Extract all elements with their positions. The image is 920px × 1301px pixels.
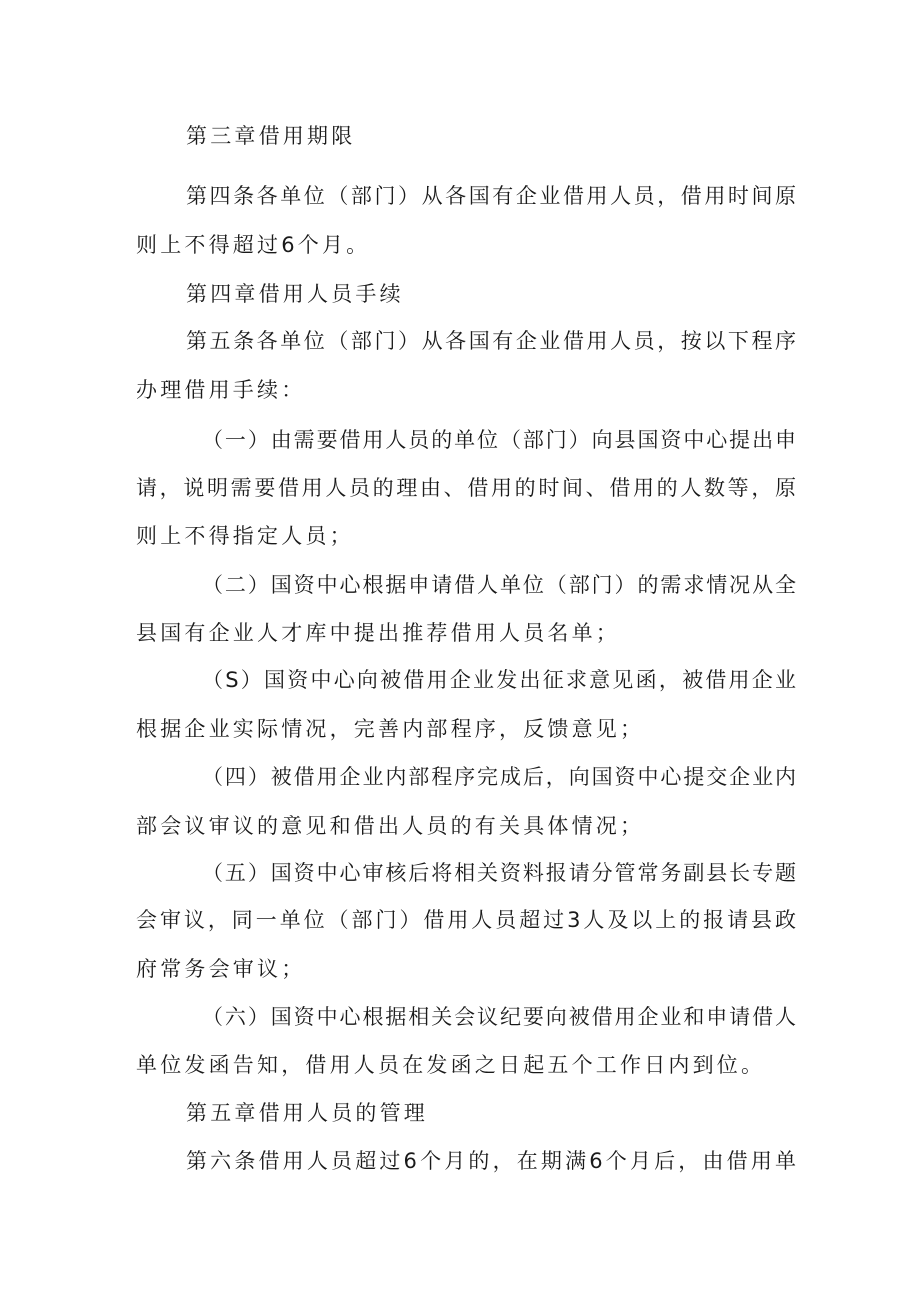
article-6-line-1: 第六条借用人员超过6个月的，在期满6个月后，由借用单	[186, 1149, 796, 1173]
article-4-line-2: 则上不得超过6个月。	[136, 233, 371, 257]
item-2-line-2: 县国有企业人才库中提出推荐借用人员名单；	[136, 621, 620, 645]
item-4-line-2: 部会议审议的意见和借出人员的有关具体情况；	[136, 814, 645, 838]
item-6-line-2: 单位发函告知，借用人员在发函之日起五个工作日内到位。	[136, 1053, 766, 1077]
article-5-line-2: 办理借用手续：	[136, 378, 306, 402]
item-3-line-1: （S）国资中心向被借用企业发出征求意见函，被借用企业	[202, 668, 796, 692]
item-5-line-1: （五）国资中心审核后将相关资料报请分管常务副县长专题	[202, 861, 796, 885]
chapter-4-heading: 第四章借用人员手续	[186, 282, 404, 306]
item-5-line-3: 府常务会审议；	[136, 957, 306, 981]
item-4-line-1: （四）被借用企业内部程序完成后，向国资中心提交企业内	[202, 765, 796, 789]
chapter-5-heading: 第五章借用人员的管理	[186, 1101, 428, 1125]
article-5-line-1: 第五条各单位（部门）从各国有企业借用人员，按以下程序	[186, 329, 796, 353]
article-4-line-1: 第四条各单位（部门）从各国有企业借用人员，借用时间原	[186, 184, 796, 208]
item-1-line-3: 则上不得指定人员；	[136, 524, 354, 548]
item-1-line-1: （一）由需要借用人员的单位（部门）向县国资中心提出申	[202, 428, 796, 452]
chapter-3-heading: 第三章借用期限	[186, 124, 356, 148]
item-3-line-2: 根据企业实际情况，完善内部程序，反馈意见；	[136, 717, 645, 741]
item-5-line-2: 会审议，同一单位（部门）借用人员超过3人及以上的报请县政	[136, 908, 796, 932]
item-6-line-1: （六）国资中心根据相关会议纪要向被借用企业和申请借人	[202, 1005, 796, 1029]
item-1-line-2: 请，说明需要借用人员的理由、借用的时间、借用的人数等，原	[136, 476, 796, 500]
item-2-line-1: （二）国资中心根据申请借人单位（部门）的需求情况从全	[202, 573, 796, 597]
